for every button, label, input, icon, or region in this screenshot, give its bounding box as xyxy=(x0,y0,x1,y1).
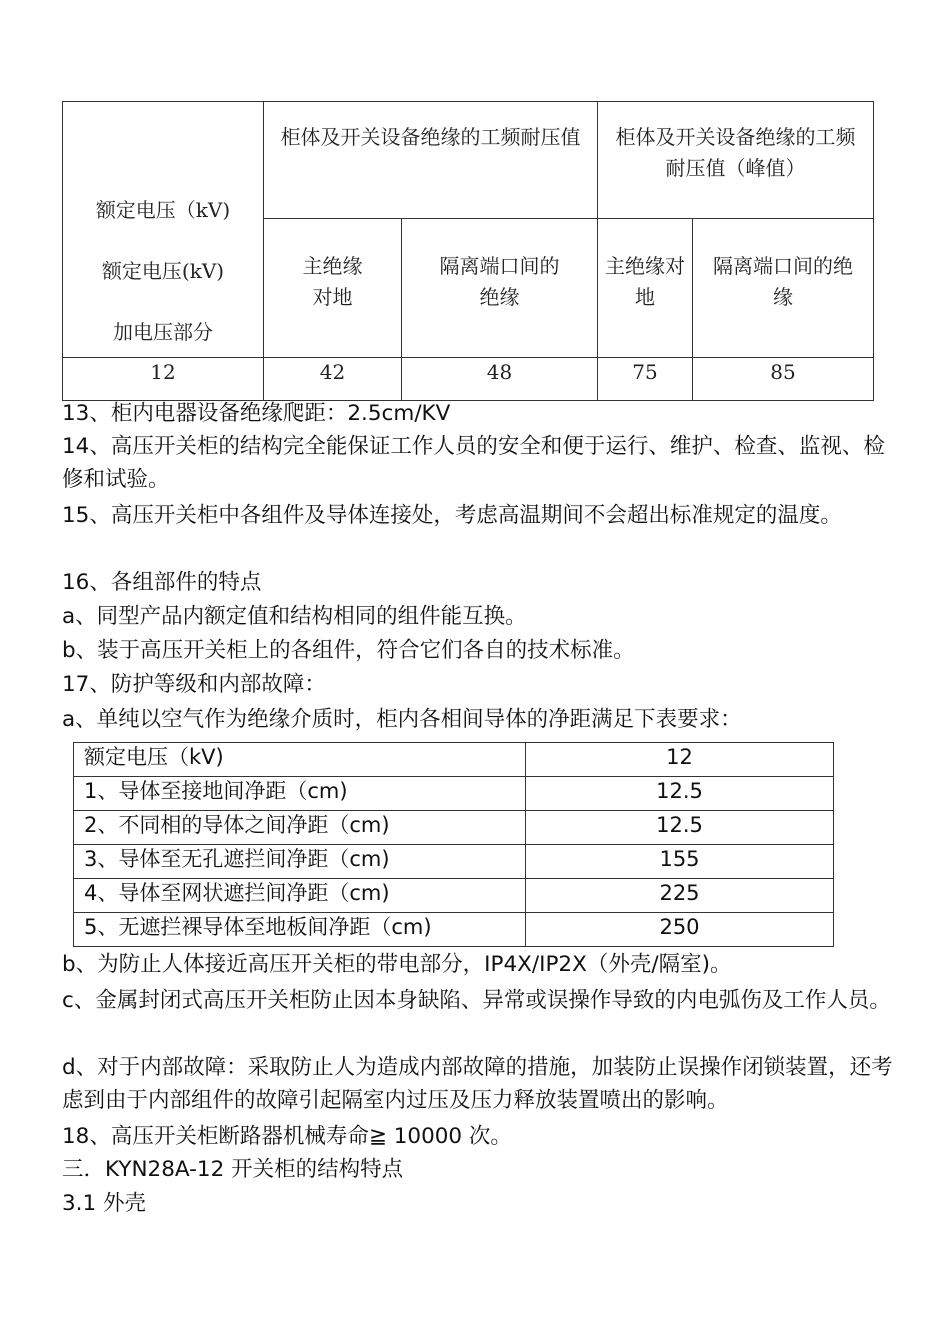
table-row: 2、不同相的导体之间净距（cm) 12.5 xyxy=(74,811,834,845)
subheader-isolation-1: 隔离端口间的绝缘 xyxy=(402,219,598,358)
header-group2-text: 柜体及开关设备绝缘的工频耐压值（峰值） xyxy=(615,125,856,180)
para-15: 15、高压开关柜中各组件及导体连接处，考虑高温期间不会超出标准规定的温度。 xyxy=(62,503,842,528)
header-group2 xyxy=(598,102,874,219)
para-17: 17、防护等级和内部故障： xyxy=(62,672,326,697)
header-rated-voltage-cell xyxy=(63,102,264,358)
subheader-main-ground-2: 主绝缘对地 xyxy=(598,219,693,358)
para-17c: c、金属封闭式高压开关柜防止因本身缺陷、异常或误操作导致的内电弧伤及工作人员。 xyxy=(62,988,891,1013)
para-16: 16、各组部件的特点 xyxy=(62,570,262,595)
table-row: 5、无遮拦裸导体至地板间净距（cm) 250 xyxy=(74,913,834,947)
para-16b: b、装于高压开关柜上的各组件，符合它们各自的技术标准。 xyxy=(62,638,635,663)
value-rated-voltage: 12 xyxy=(63,358,264,401)
header-rated-voltage-2: 额定电压(kV) xyxy=(101,259,225,283)
value-isolation-1: 48 xyxy=(402,358,598,401)
para-18: 18、高压开关柜断路器机械寿命≧ 10000 次。 xyxy=(62,1124,512,1149)
section-3-title: 三．KYN28A-12 开关柜的结构特点 xyxy=(62,1157,404,1182)
para-17d: d、对于内部故障：采取防止人为造成内部故障的措施，加装防止误操作闭锁装置，还考虑到由于内部组件的故障引起隔室内过压及压力释放装置喷出的影响。 xyxy=(62,1055,893,1113)
section-3-1-title: 3.1 外壳 xyxy=(62,1191,147,1216)
table-row: 3、导体至无孔遮拦间净距（cm) 155 xyxy=(74,845,834,879)
para-17b: b、为防止人体接近高压开关柜的带电部分，IP4X/IP2X（外壳/隔室)。 xyxy=(62,952,732,977)
para-16a: a、同型产品内额定值和结构相同的组件能互换。 xyxy=(62,604,527,629)
table-row: 4、导体至网状遮拦间净距（cm) 225 xyxy=(74,879,834,913)
subheader-main-ground-1: 主绝缘对地 xyxy=(264,219,402,358)
value-main-ground-1: 42 xyxy=(264,358,402,401)
table-row: 1、导体至接地间净距（cm) 12.5 xyxy=(74,777,834,811)
value-isolation-2: 85 xyxy=(693,358,874,401)
subheader-isolation-2: 隔离端口间的绝缘 xyxy=(693,219,874,358)
insulation-voltage-table xyxy=(62,101,874,401)
header-rated-voltage-1: 额定电压（kV) xyxy=(95,198,231,222)
header-applied-part: 加电压部分 xyxy=(113,320,213,344)
header-group1-text: 柜体及开关设备绝缘的工频耐压值 xyxy=(280,125,581,149)
table-row: 额定电压（kV) 12 xyxy=(74,743,834,777)
para-14: 14、高压开关柜的结构完全能保证工作人员的安全和便于运行、维护、检查、监视、检修和试验。 xyxy=(62,434,885,492)
header-group1 xyxy=(264,102,598,219)
value-main-ground-2: 75 xyxy=(598,358,693,401)
clearance-table xyxy=(73,742,834,947)
para-17a: a、单纯以空气作为绝缘介质时，柜内各相间导体的净距满足下表要求： xyxy=(62,707,742,732)
para-13: 13、柜内电器设备绝缘爬距：2.5cm/KV xyxy=(62,401,451,426)
